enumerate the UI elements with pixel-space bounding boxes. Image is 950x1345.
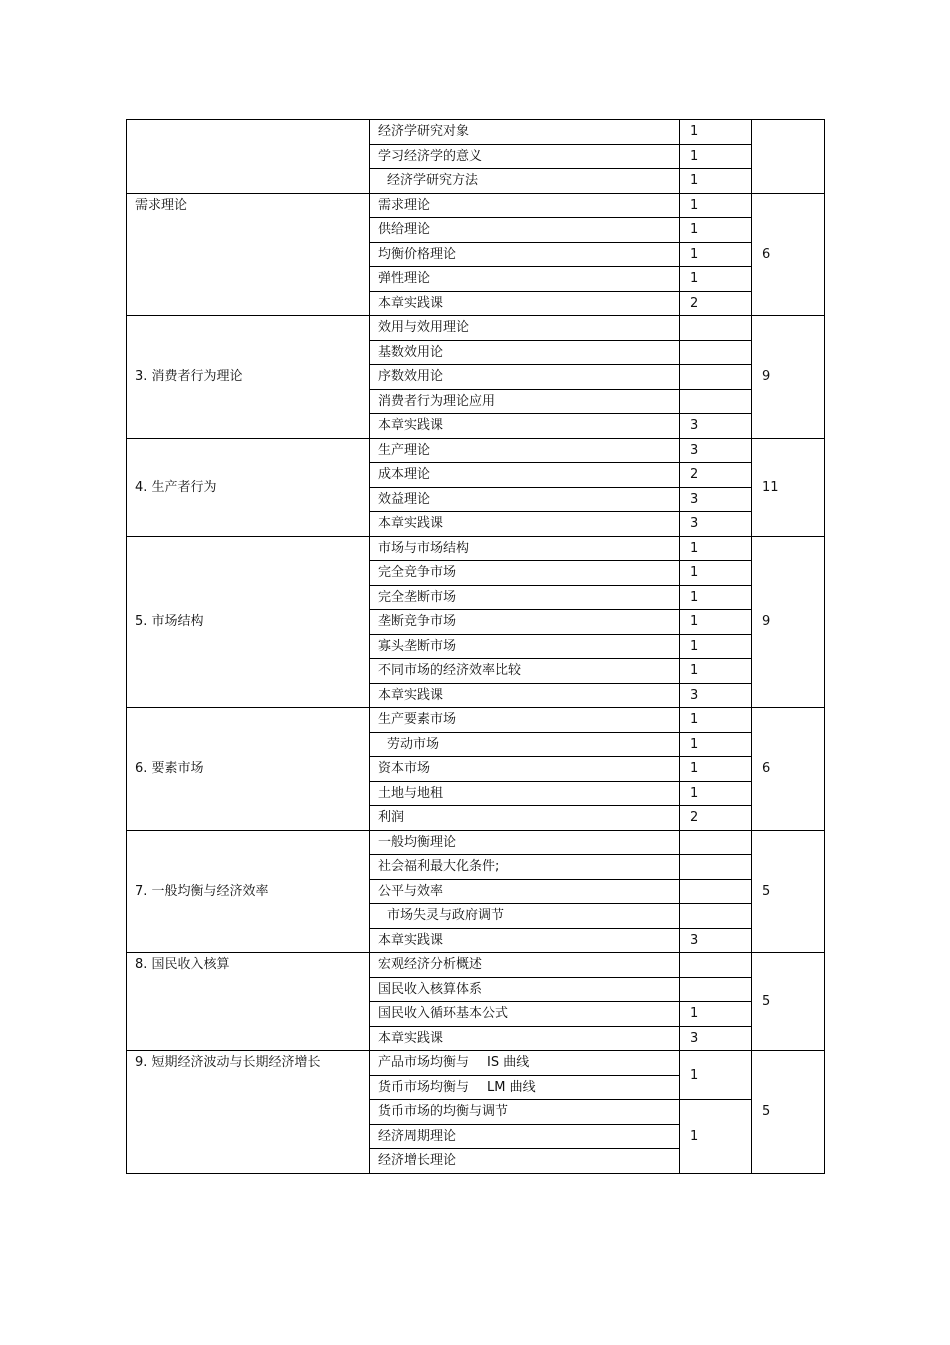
topic-name: 市场与市场结构 [370,536,680,561]
topic-name-text: 市场失灵与政府调节 [387,908,505,924]
topic-hours: 1 [680,708,752,733]
chapter-total: 6 [752,708,825,831]
topic-name: 完全垄断市场 [370,585,680,610]
chapter-total: 9 [752,316,825,439]
topic-name: 效益理论 [370,487,680,512]
topic-hours: 1 [680,757,752,782]
table-row [127,120,825,145]
topic-name: 货币市场的均衡与调节 [370,1100,680,1125]
topic-hours: 1 [680,659,752,684]
topic-hours: 1 [680,1100,752,1174]
topic-name: 基数效用论 [370,340,680,365]
table-row [127,953,825,978]
topic-hours: 3 [680,928,752,953]
chapter-total: 5 [752,953,825,1051]
topic-name: 经济周期理论 [370,1124,680,1149]
topic-name: 公平与效率 [370,879,680,904]
topic-name: 国民收入核算体系 [370,977,680,1002]
chapter-title: 需求理论 [127,193,370,316]
topic-hours: 1 [680,536,752,561]
table-row [127,316,825,341]
table-row [127,536,825,561]
topic-hours: 1 [680,120,752,145]
chapter-title [127,120,370,194]
topic-hours [680,977,752,1002]
topic-name-text: 经济学研究方法 [387,173,479,189]
topic-hours [680,904,752,929]
topic-name: 本章实践课 [370,414,680,439]
topic-hours: 1 [680,732,752,757]
topic-hours [680,316,752,341]
topic-hours: 3 [680,414,752,439]
table-row [127,438,825,463]
topic-hours: 3 [680,1026,752,1051]
topic-hours: 1 [680,193,752,218]
topic-name: 序数效用论 [370,365,680,390]
chapter-total: 5 [752,1051,825,1174]
topic-name: 需求理论 [370,193,680,218]
topic-name: 本章实践课 [370,1026,680,1051]
topic-name: 寡头垄断市场 [370,634,680,659]
topic-name-text: 劳动市场 [387,736,440,752]
topic-hours: 3 [680,512,752,537]
topic-hours: 1 [680,1051,752,1100]
topic-name: 经济学研究对象 [370,120,680,145]
chapter-title: 3. 消费者行为理论 [127,316,370,439]
topic-hours: 3 [680,683,752,708]
topic-hours: 2 [680,291,752,316]
chapter-title: 4. 生产者行为 [127,438,370,536]
topic-name: 学习经济学的意义 [370,144,680,169]
table-row [127,830,825,855]
topic-name-part: 货币市场均衡与 [378,1079,470,1095]
topic-hours: 1 [680,242,752,267]
chapter-total: 5 [752,830,825,953]
topic-hours: 2 [680,806,752,831]
topic-hours: 1 [680,781,752,806]
topic-hours: 3 [680,438,752,463]
topic-name [370,1075,680,1100]
topic-name-part: IS 曲线 [487,1055,530,1071]
topic-name: 一般均衡理论 [370,830,680,855]
topic-hours [680,879,752,904]
topic-name: 垄断竞争市场 [370,610,680,635]
topic-hours: 1 [680,561,752,586]
topic-hours: 1 [680,585,752,610]
topic-name: 本章实践课 [370,928,680,953]
topic-name: 资本市场 [370,757,680,782]
topic-hours: 1 [680,218,752,243]
topic-hours [680,830,752,855]
topic-name-part: LM 曲线 [487,1079,536,1095]
topic-hours: 2 [680,463,752,488]
chapter-total: 9 [752,536,825,708]
topic-hours: 1 [680,634,752,659]
topic-name: 供给理论 [370,218,680,243]
topic-name-part: 产品市场均衡与 [378,1055,470,1071]
topic-hours [680,855,752,880]
topic-name: 本章实践课 [370,683,680,708]
topic-hours [680,389,752,414]
topic-hours [680,365,752,390]
chapter-total: 6 [752,193,825,316]
topic-hours: 1 [680,610,752,635]
topic-name: 生产要素市场 [370,708,680,733]
chapter-title: 7. 一般均衡与经济效率 [127,830,370,953]
topic-name [370,169,680,194]
topic-name: 均衡价格理论 [370,242,680,267]
topic-name: 生产理论 [370,438,680,463]
chapter-total [752,120,825,194]
table-row [127,708,825,733]
topic-hours: 1 [680,169,752,194]
chapter-title: 9. 短期经济波动与长期经济增长 [127,1051,370,1174]
topic-name [370,1051,680,1076]
table-row [127,1051,825,1076]
chapter-title: 6. 要素市场 [127,708,370,831]
topic-hours: 1 [680,267,752,292]
topic-hours [680,340,752,365]
syllabus-table [126,119,825,1174]
topic-name: 本章实践课 [370,291,680,316]
topic-name: 弹性理论 [370,267,680,292]
topic-name: 不同市场的经济效率比较 [370,659,680,684]
chapter-title: 8. 国民收入核算 [127,953,370,1051]
topic-name [370,732,680,757]
topic-name: 成本理论 [370,463,680,488]
chapter-title: 5. 市场结构 [127,536,370,708]
topic-name: 效用与效用理论 [370,316,680,341]
topic-name: 土地与地租 [370,781,680,806]
topic-hours: 1 [680,144,752,169]
topic-name: 消费者行为理论应用 [370,389,680,414]
topic-hours: 3 [680,487,752,512]
topic-name: 经济增长理论 [370,1149,680,1174]
topic-name: 完全竞争市场 [370,561,680,586]
topic-hours: 1 [680,1002,752,1027]
chapter-total: 11 [752,438,825,536]
topic-name [370,904,680,929]
topic-hours [680,953,752,978]
topic-name: 利润 [370,806,680,831]
topic-name: 国民收入循环基本公式 [370,1002,680,1027]
table-row [127,193,825,218]
topic-name: 本章实践课 [370,512,680,537]
topic-name: 社会福利最大化条件; [370,855,680,880]
topic-name: 宏观经济分析概述 [370,953,680,978]
